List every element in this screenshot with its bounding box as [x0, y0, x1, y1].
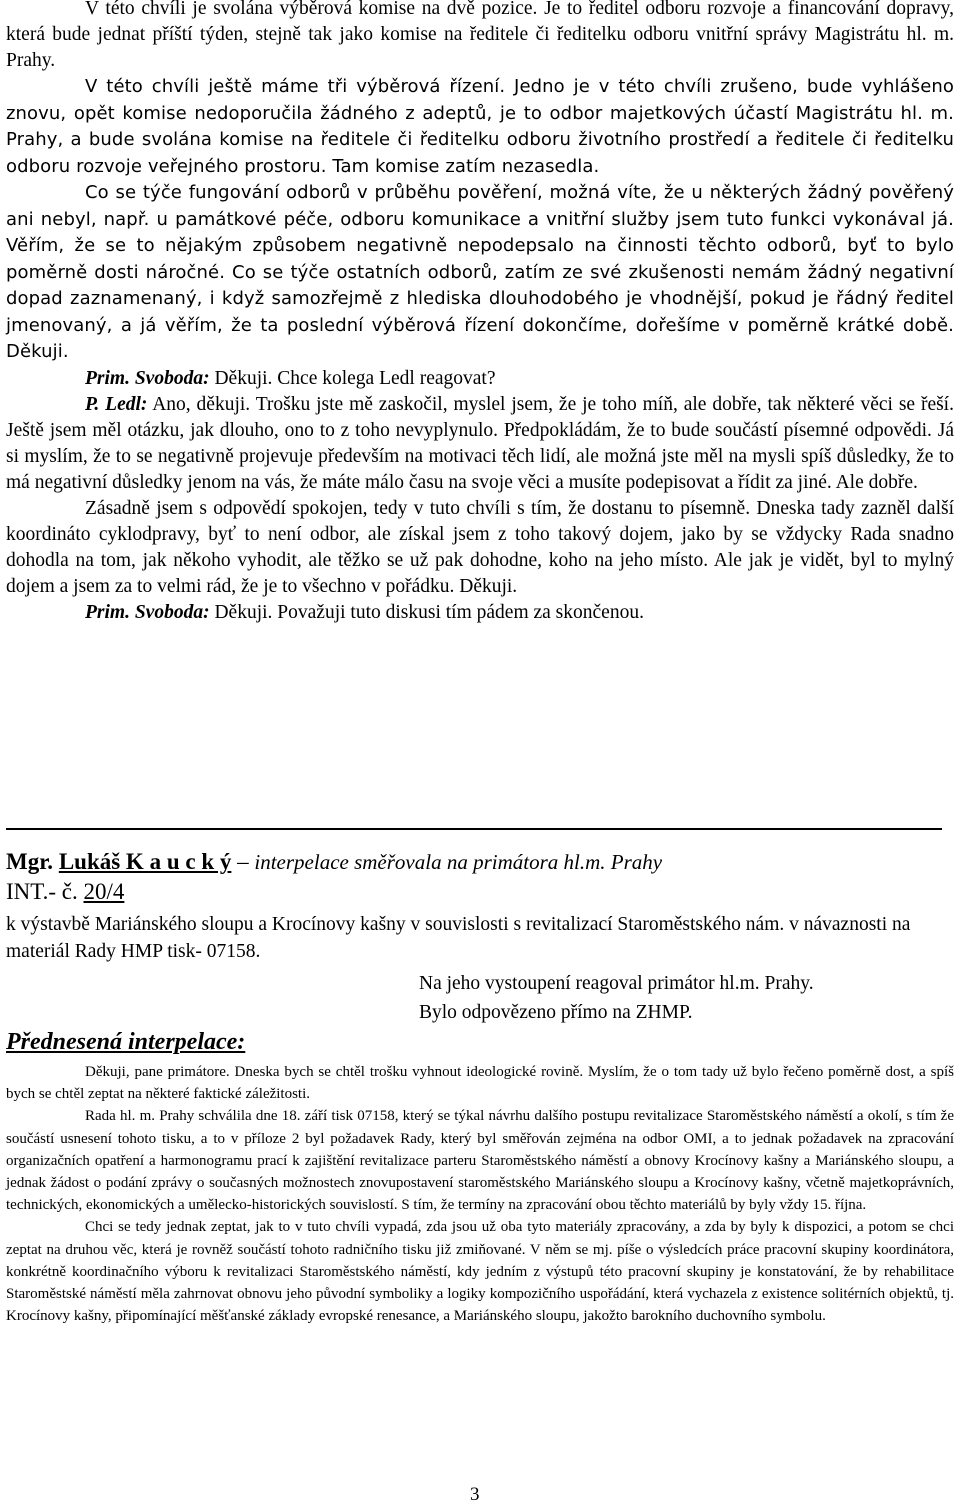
interpellation-paragraph-1: Děkuji, pane primátore. Dneska bych se chtěl trošku vyhnout ideologické rovině. Myslím, že o tom tady už bylo řečeno poměrně dost, a spíš bych se chtěl zeptat na některé faktické záležitosti. [6, 1064, 954, 1103]
speech-text: Ano, děkuji. Trošku jste mě zaskočil, myslel jsem, že je toho míň, ale dobře, tak některé věci se řeší. Ještě jsem měl otázku, jak dlouho, ono to z toho nevyplynulo. Předpokládám, že to bude součástí písemné odpovědi. Já si myslím, že to se negativně projevuje především na motivaci těch lidí, ale možná jste měl na mysli spíš důsledky, že to má negativní důsledky jenom na vás, že máte málo času na svoje věci a musíte podepisovat a řídit za jiné. Ale dobře. [6, 393, 954, 493]
paragraph-1: V této chvíli je svolána výběrová komise na dvě pozice. Je to ředitel odboru rozvoje a financování dopravy, která bude jednat příští týden, stejně tak jako komise na ředitele či ředitelku odboru vnitřní správy Magistrátu hl. m. Prahy. [6, 0, 954, 71]
speaker-label: P. Ledl: [85, 393, 148, 415]
speech-text: Děkuji. Považuji tuto diskusi tím pádem za skončenou. [209, 601, 644, 623]
page-number: 3 [470, 1484, 480, 1505]
transcript-section [6, 0, 954, 626]
title-prefix: Mgr. [6, 849, 59, 874]
title-dash: – [231, 849, 255, 874]
paragraph-6: Zásadně jsem s odpovědí spokojen, tedy v tuto chvíli s tím, že dostanu to písemně. Dneska tady zazněl další koordináto cyklodpravy, byť to není odbor, ale získal jsem z toho takový dojem, jako by se vždycky Rada snadno dohodla na tom, jak někoho vyhodit, ale těžko se už pak dohodne, koho na jeho místo. Ale jak je vidět, byl to mylný dojem a jsem za to velmi rád, že je to všechno v pořádku. Děkuji. [6, 497, 954, 597]
interpellation-paragraph-2: Rada hl. m. Prahy schválila dne 18. září tisk 07158, který se týkal návrhu dalšího postupu revitalizace Staroměstského náměstí a okolí, s tím že součástí usnesení tohoto tisku, a to v příloze 2 byl požadavek Rady, který byl směřován zejména na odbor OMI, a to jednak požadavek na zpracování organizačních opatření a harmonogramu prací k zajištění revitalizace parteru Staroměstského náměstí a obnovy Krocínovy kašny a Mariánského sloupu, a jednak žádost o podání zprávy o současných možnostech znovupostavení staroměstského Mariánského sloupu a Krocínovy kašny, včetně majetkoprávních, technických, ekonomických a umělecko-historických souvislostí. S tím, že termíny na zpracování obou těchto materiálů by byly vždy 15. října. [6, 1108, 954, 1214]
response-note-1: Na jeho vystoupení reagoval primátor hl.m. Prahy. [419, 973, 814, 994]
paragraph-5 [6, 392, 954, 496]
interpellation-number [6, 876, 124, 907]
paragraph-2: V této chvíli ještě máme tři výběrová řízení. Jedno je v této chvíli zrušeno, bude vyhlášeno znovu, opět komise nedoporučila žádného z adeptů, je to odbor majetkových účastí Magistrátu hl. m. Prahy, a bude svolána komise na ředitele či ředitelku odboru životního prostředí a ředitele či ředitelku odboru rozvoje veřejného prostoru. Tam komise zatím nezasedla. [6, 76, 954, 177]
title-subtitle: interpelace směřovala na primátora hl.m. Prahy [254, 850, 663, 874]
interpellation-description: k výstavbě Mariánského sloupu a Krocínovy kašny v souvislosti s revitalizací Staroměstského nám. v návaznosti na materiál Rady HMP tisk- 07158. [6, 914, 911, 962]
paragraph-3: Co se týče fungování odborů v průběhu pověření, možná víte, že u některých žádný pověřený ani nebyl, např. u památkové péče, odboru komunikace a vnitřní služby jsem tuto funkci vykonával já. Věřím, že se to nějakým způsobem negativně nepodepsalo na činnosti těchto odborů, byť to bylo poměrně dosti náročné. Co se týče ostatních odborů, zatím ze své zkušenosti nemám žádný negativní dopad zaznamenaný, i když samozřejmě z hlediska dlouhodobého je vhodnější, pokud je řádný ředitel jmenovaný, a já věřím, že ta poslední výběrová řízení dokončíme, dořešíme v poměrně krátké době. Děkuji. [6, 182, 954, 362]
interpellation-title [6, 846, 954, 878]
section-divider [6, 828, 942, 830]
interpellation-text [6, 1061, 954, 1327]
interpellation-paragraph-3: Chci se tedy jednak zeptat, jak to v tuto chvíli vypadá, zda jsou už oba tyto materiály zpracovány, a zda by byly k dispozici, a potom se chci zeptat na druhou věc, která je rovněž součástí tohoto radničního tisku již zmiňované. V něm se mj. píše o výsledcích práce pracovní skupiny koordinátora, konkrétně koordinačního výboru k revitalizaci Staroměstského náměstí, kdy jedním z výstupů této pracovní skupiny je konstatování, že by rehabilitace Staroměstské náměstí měla zahrnovat obnovu jeho původní symboliky a logiky kompozičního uspořádání, která vychazela z existence solitérních objektů, tj. Krocínovy kašny, připomínající měšťanské základy evropské renesance, a Mariánského sloupu, jakožto barokního duchovního symbolu. [6, 1219, 954, 1325]
response-note-2: Bylo odpovězeno přímo na ZHMP. [419, 1002, 693, 1023]
author-name: Lukáš K a u c k ý [58, 849, 232, 874]
speech-text: Děkuji. Chce kolega Ledl reagovat? [209, 367, 496, 389]
paragraph-4 [6, 366, 954, 392]
speaker-label: Prim. Svoboda: [85, 601, 210, 623]
speaker-label: Prim. Svoboda: [85, 367, 210, 389]
paragraph-7 [6, 600, 954, 626]
int-code: 20/4 [83, 879, 125, 904]
int-label: INT.- č. [6, 879, 84, 904]
presented-interpellation-heading: Přednesená interpelace: [6, 1029, 246, 1055]
